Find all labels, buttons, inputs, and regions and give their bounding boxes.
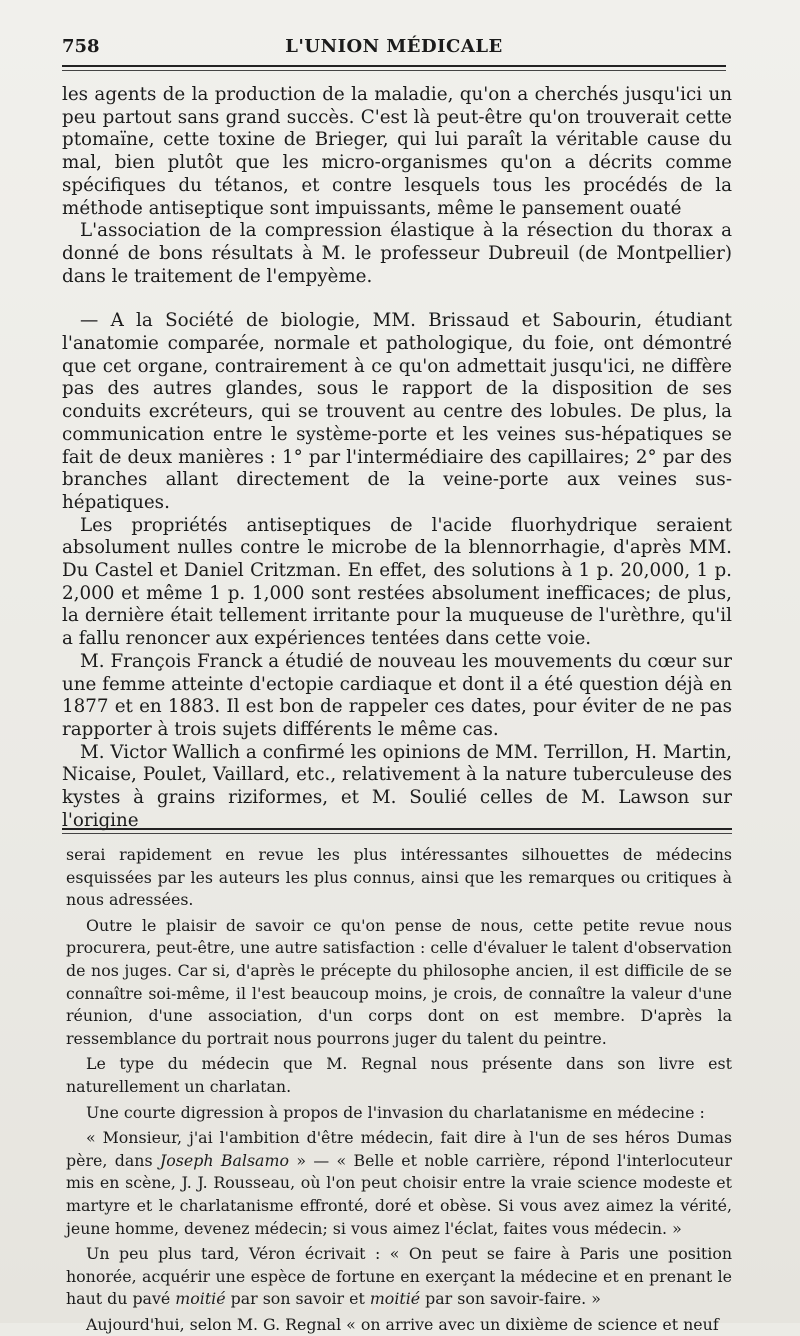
feuilleton-rule bbox=[62, 828, 732, 830]
feuilleton-paragraph: Aujourd'hui, selon M. G. Regnal « on arrive avec un dixième de science et neuf bbox=[86, 1314, 719, 1334]
main-paragraph: M. Victor Wallich a confirmé les opinions de MM. Terrillon, H. Martin, Nicaise, Poulet, Vaillard, etc., relativement à la nature tuberculeuse des kystes à grains riziformes, et M. Soulié celles de M. Lawson sur l'origine bbox=[62, 741, 732, 831]
running-title: L'UNION MÉDICALE bbox=[285, 36, 503, 57]
main-paragraph: L'association de la compression élastique à la résection du thorax a donné de bons résultats à M. le professeur Dubreuil (de Montpellier) dans le traitement de l'empyème. bbox=[62, 220, 732, 287]
quote-text: « Monsieur, j'ai l'ambition d'être médecin, fait dire à l'un de ses héros Dumas père, dans bbox=[66, 1128, 732, 1170]
main-column bbox=[62, 84, 732, 831]
feuilleton-paragraph: Le type du médecin que M. Regnal nous présente dans son livre est naturellement un charlatan. bbox=[66, 1054, 732, 1096]
feuilleton-paragraph: Une courte digression à propos de l'invasion du charlatanisme en médecine : bbox=[86, 1102, 705, 1122]
feuilleton-quote-paragraph bbox=[66, 1127, 732, 1240]
header-rule bbox=[62, 65, 726, 67]
page-header bbox=[62, 32, 726, 62]
book-title: Joseph Balsamo bbox=[159, 1150, 289, 1170]
page-number: 758 bbox=[62, 36, 100, 57]
main-paragraph: M. François Franck a étudié de nouveau les mouvements du cœur sur une femme atteinte d'ectopie cardiaque et dont il a été question déjà en 1877 et en 1883. Il est bon de rappeler ces dates, pour éviter de ne pas rapporter à trois sujets différents le même cas. bbox=[62, 650, 732, 740]
emphasis: moitié bbox=[175, 1289, 226, 1309]
quote-text: par son savoir et bbox=[225, 1289, 370, 1309]
feuilleton-paragraph: Outre le plaisir de savoir ce qu'on pense de nous, cette petite revue nous procurera, peut-être, une autre satisfaction : celle d'évaluer le talent d'observation de nos juges. Car si, d'après le précepte du philosophe ancien, il est difficile de se connaître soi-même, il l'est beaucoup moins, je crois, de connaître la valeur d'une réunion, d'une association, d'un corps dont on est membre. D'après la ressemblance du portrait nous pourrons juger du talent du peintre. bbox=[66, 915, 732, 1048]
feuilleton-paragraph: serai rapidement en revue les plus intéressantes silhouettes de médecins esquissées par les auteurs les plus connus, ainsi que les remarques ou critiques à nous adressées. bbox=[66, 845, 732, 910]
quote-text: Un peu plus tard, Véron écrivait : « On peut se faire à Paris une position honorée, acquérir une espèce de fortune en exerçant la médecine et en prenant le haut du pavé bbox=[66, 1244, 732, 1309]
header-rule-thin bbox=[62, 70, 726, 71]
feuilleton-quote-paragraph bbox=[66, 1243, 732, 1311]
emphasis: moitié bbox=[369, 1289, 421, 1309]
main-paragraph: les agents de la production de la maladie, qu'on a cherchés jusqu'ici un peu partout sans grand succès. C'est là peut-être qu'on trouverait cette ptomaïne, cette toxine de Brieger, qui lui paraît la véritable cause du mal, bien plutôt que les micro-organismes qu'on a décrits comme spécifiques du tétanos, et contre lesquels tous les procédés de la méthode antiseptique sont impuissants, même le pansement ouaté bbox=[62, 84, 732, 219]
main-paragraph: Les propriétés antiseptiques de l'acide fluorhydrique seraient absolument nulles contre le microbe de la blennorrhagie, d'après MM. Du Castel et Daniel Critzman. En effet, des solutions à 1 p. 20,000, 1 p. 2,000 et même 1 p. 1,000 sont restées absolument inefficaces; de plus, la dernière était tellement irritante pour la muqueuse de l'urèthre, qu'il a fallu renoncer aux expériences tentées dans cette voie. bbox=[62, 514, 732, 650]
feuilleton-rule-thin bbox=[62, 833, 732, 834]
main-paragraph: — A la Société de biologie, MM. Brissaud et Sabourin, étudiant l'anatomie comparée, normale et pathologique, du foie, ont démontré que cet organe, contrairement à ce qu'on admettait jusqu'ici, ne diffère pas des autres glandes, sous le rapport de la disposition de ses conduits excréteurs, qui se trouvent au centre des lobules. De plus, la communication entre le système-porte et les veines sus-hépatiques se fait de deux manières : 1° par l'intermédiaire des capillaires; 2° par des branches allant directement de la veine-porte aux veines sus-hépatiques. bbox=[62, 310, 732, 513]
feuilleton-column bbox=[66, 844, 732, 1334]
quote-text: par son savoir-faire. » bbox=[420, 1289, 601, 1309]
quote-text: » — « Belle et noble carrière, répond l'interlocuteur mis en scène, J. J. Rousseau, où l'on peut choisir entre la vraie science modeste et martyre et le charlatanisme effronté, doré et obèse. Si vous avez aimez la vérité, jeune homme, devenez médecin; si vous aimez l'éclat, faites vous médecin. » bbox=[66, 1150, 732, 1238]
